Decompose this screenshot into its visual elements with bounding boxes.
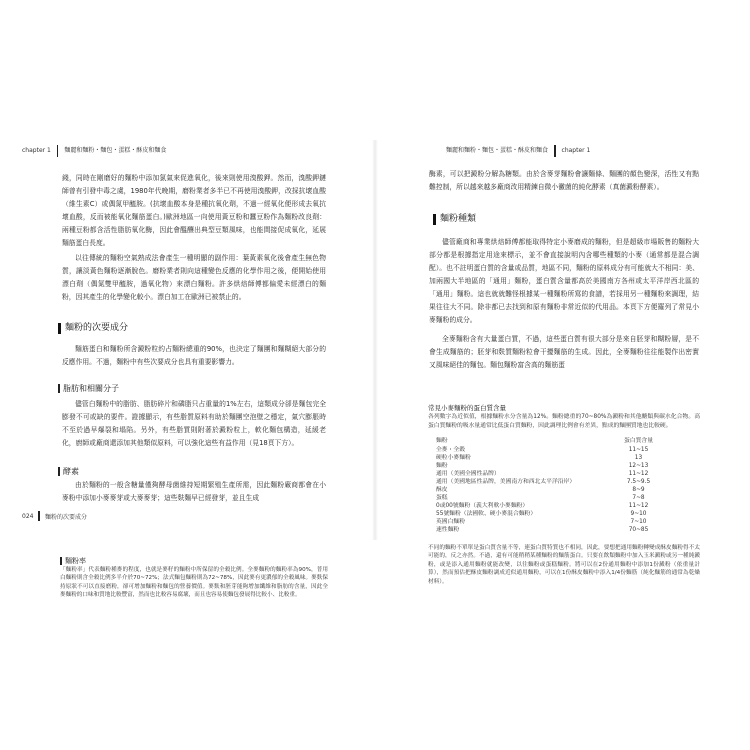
running-head-section: 麵麗和麵粉・麵包・蛋糕・酥皮和麵食 [446,147,549,154]
subsection-paragraph: 儘管白麵粉中的脂肪、脂肪碎片和磷脂只占重量的1%左右，這類成分卻是麵包完全膨發不可或缺的要件。證據顯示，有些脂質原料有助於麵團空泡壁之穩定，氣穴膨脹時不至於過早爆裂和塌陷。另外，有些脂質則附著於澱粉粒上，軟化麵包構造，延緩老化，廚師或廠商還添加其他類似原料，可以強化這些有益作用（見18頁下方）。 [62,400,326,447]
note-title [60,556,328,566]
heading-bar [60,557,62,565]
folio-label: 麵粉的次要成分 [44,513,87,521]
heading-bar [58,323,61,334]
right-top-paragraph: 酶素，可以把澱粉分解為糖類。由於含麥芽麵粉會讓麵條、麵團的顏色變深，活性又有點難控制，所以越來越多廠商改用精鍊自微小黴菌的純化酵素（真菌澱粉酵素）。 [429,170,699,191]
subsection-heading-text: 脂肪和相關分子 [63,384,119,393]
table-intro: 各列數字為近似值，根據麵粉水分含量為12%。麵粉總重的70~80%為澱粉和其他醣類與碳水化合物。高蛋白質麵粉的吸水量通常比低蛋白質麵粉，因此調理比例會有差異，點成的麵團質地也比較硬。 [428,414,700,429]
protein-table [436,436,686,534]
table-row [436,518,686,526]
flour-name: 55號麵粉（法國軟、硬小麥混合麵粉） [436,511,537,517]
body-paragraph-2: 以往傳統的麵粉空氣熟成法會產生一種明顯的副作用：葉黃素氧化後會產生無色物質，讓淡黃色麵粉逐漸脫色。磨粉業者則向這種變色反應的化學作用之後，便開始使用漂白劑（偶氮雙甲醯胺，過氧化物）來漂白麵粉。許多烘焙師傅都偏愛未經漂白的麵粉，因其產生的化學變化較小。漂白加工在歐洲已被禁止的。 [62,254,326,301]
heading-bar [58,467,60,476]
protein-table-box [428,404,700,586]
flour-name: 酥皮 [436,487,448,493]
table-header-row [436,436,686,446]
protein-value: 8~9 [632,487,645,493]
table-row [436,470,686,478]
flour-name: 硬粒小麥麵粉 [436,455,471,461]
heading-bar [433,214,436,225]
protein-value: 11~15 [628,447,649,453]
heading-bar [58,384,60,393]
folio-divider [38,511,40,521]
flour-name: 蛋糕 [436,495,448,501]
table-row [436,502,686,510]
flour-name: 速性麵粉 [436,527,460,533]
protein-value: 70~85 [628,527,649,533]
running-head-divider [57,145,59,157]
flour-name: 麵粉 [436,463,448,469]
flour-name: 通用（美國地區性品牌，美國南方和西北太平洋沿岸） [436,479,576,485]
table-footnote: 不同的麵粉不單單是蛋白質含量不等，連蛋白質特質也不相同，因此，要想把通用麵粉轉變成酥皮麵粉得不太可能的，反之亦然。不過，還有可能稍稍某種麵粉的麵筋蛋白。只要在飲類麵粉中加入玉米澱粉或另一種純澱粉，或是添入通用麵粉就能改變，以往麵粉或蛋糕麵粉。將可以在2份通用麵粉中添加1份澱粉（依重量計算），然而預估把酥皮麵粉調成近似通用麵粉，可以在1份酥皮麵粉中添入1/4份麵筋（純化麵筋的通常為乾燥材料）。 [428,545,700,585]
section-paragraph: 麵筋蛋白和麵粉所含澱粉粒約占麵粉總重的90%，也決定了麵團和麵糊絕大部分的反應作用。不過，麵粉中有些次要成分也具有重要影響力。 [62,345,326,366]
section-heading-text: 麵粉種類 [440,214,477,224]
table-title: 常見小麥麵粉的蛋白質含量 [428,404,506,412]
protein-value: 13 [634,455,643,461]
flour-name: 通用（美國全國性品牌） [436,471,500,477]
running-head-left [22,144,166,158]
table-row [436,510,686,518]
section-heading-text: 麵粉的次要成分 [65,323,129,333]
section-heading [58,322,128,334]
flour-name: 全麥・全穀 [436,447,465,453]
note-text: 「麵粉率」代表麵粉種麥的程度，也就是麥籽的麵粉中所保留的全穀比例。全麥麵粉的麵粉率為90%，普用白麵粉則含全穀比例多半介於70~72%；法式麵包麵粉則為72~78%，因此麥有更濃郁的全穀風味。麥麩保持原狀不可以直接磨粉，卻可增加麵粉和麵包的營養價值。麥麩和胚芽能夠增加纖維和脂肪的含量，因此全麥麵粉的口味和質地比較豐富，然而也比較容易腐壞，而且也容易使麵包發展得比較小、比較重。 [60,567,328,599]
protein-value: 7~10 [630,519,647,525]
subsection-heading [58,383,119,394]
protein-value: 7.5~9.5 [626,479,651,485]
running-head-section: 麵麗和麵粉・麵包・蛋糕・酥皮和麵食 [64,147,167,154]
sidebar-note [60,556,328,600]
flour-name: 英國白麵粉 [436,519,465,525]
table-header-protein: 蛋白質含量 [624,438,653,444]
running-head-right [446,144,590,158]
subsection2-heading [58,466,79,477]
body-paragraph-1: 錢，同時在剛磨好的麵粉中添加氯氣來促進氧化，後來則使用溴酸鉀。然而，溴酸鉀鏈師曾有引發中毒之虞，1980年代晚期，磨粉業者多半已不再使用溴酸鉀，改採抗壞血酸（維生素C）或偶氮甲醯胺。(抗壞血酸本身是種抗氧化劑，不過一經氧化便形成去氧抗壞血酸，反而被能氧化麵筋蛋白。)歐洲地區一向使用黃豆粉和蠶豆粉作為麵粉改良劑：兩種豆粉都含活性脂肪氧化酶，因此會醞釀出典型豆類風味，也能間接促成氧化，延展麵筋蛋白長度。 [62,174,326,247]
flour-name: 0或00號麵粉（義大利軟小麥麵粉） [436,503,529,509]
protein-value: 9~10 [630,511,647,517]
protein-value: 11~12 [628,503,649,509]
table-header-flour: 麵粉 [436,438,448,444]
table-row [436,462,686,470]
table-row [436,478,686,486]
right-page [375,0,750,750]
right-paragraph-1: 儘管廠商和專業烘焙師傅都能取得特定小麥磨成的麵粉，但是超級市場販售的麵粉大部分都是根據指定用途來標示，並不會直接說明內含哪些種類的小麥（通常都是混合調配）。也不註明蛋白質的含量或品質，地區不同，麵粉的原料成分有可能就大不相同：美、加兩國大半地區的「通用」麵粉，蛋白質含量都高於美國南方各州或太平洋岸西北區的「通用」麵粉。這也就就難怪根據某一種麵粉所寫的食譜，若採用另一種麵粉來調理，結果往往大不同。除非都已去找到和原有麵粉非常近似的代用品。本頁下方便羅列了常見小麥麵粉的成分。 [429,238,699,324]
table-row [436,446,686,454]
page-number: 024 [22,512,34,520]
table-row [436,454,686,462]
running-head-divider [554,145,556,157]
table-row [436,526,686,534]
chapter-label: chapter 1 [22,147,51,154]
section-heading-flour-types [433,213,476,225]
protein-value: 7~8 [632,495,645,501]
folio-left [22,511,87,521]
table-row [436,494,686,502]
subsection2-heading-text: 酵素 [63,467,79,476]
chapter-label: chapter 1 [561,147,591,154]
note-title-text: 麵粉率 [65,557,86,565]
table-row [436,486,686,494]
protein-value: 12~13 [628,463,649,469]
right-paragraph-2: 全麥麵粉含有大量蛋白質，不過，這些蛋白質有很大部分是來自胚芽和糊粉層，是不會生成麵筋的；胚芽和麩質麵粉粒會干擾麵筋的生成。因此，全麥麵粉往往能製作出密實又風味絕佳的麵包。麵包麵粉富含高的麵筋蛋 [429,335,699,369]
subsection2-paragraph: 由於麵粉的一般含糖量僅夠酵母菌維持短期繁殖生產所需，因此麵粉廠商都會在小麥粉中添加小麥麥芽或大麥麥芽；這些麩麵早已經發芽，並且生成 [62,481,326,502]
protein-value: 11~12 [628,471,649,477]
